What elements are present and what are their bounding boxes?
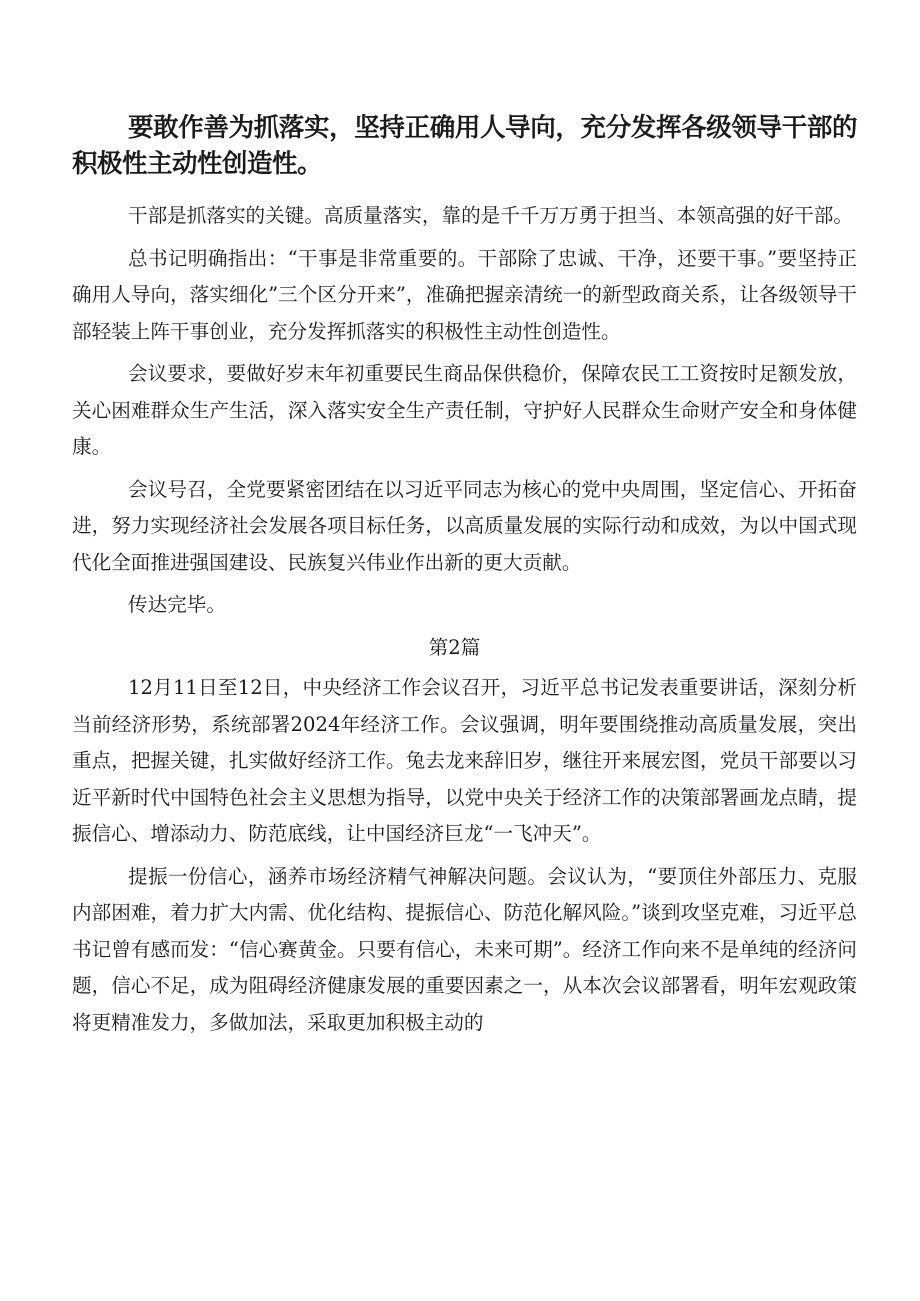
paragraph: 会议要求，要做好岁末年初重要民生商品保供稳价，保障农民工工资按时足额发放，关心困难群众生产生活，深入落实安全生产责任制，守护好人民群众生命财产安全和身体健康。 (72, 362, 857, 458)
paragraph: 12月11日至12日，中央经济工作会议召开，习近平总书记发表重要讲话，深刻分析当前经济形势，系统部署2024年经济工作。会议强调，明年要围绕推动高质量发展，突出重点，把握关键，扎实做好经济工作。兔去龙来辞旧岁，继往开来展宏图，党员干部要以习近平新时代中国特色社会主义思想为指导，以党中央关于经济工作的决策部署画龙点睛，提振信心、增添动力、防范底线，让中国经济巨龙“一飞冲天”。 (72, 676, 857, 845)
paragraph: 传达完毕。 (128, 593, 226, 616)
document-heading: 要敢作善为抓落实，坚持正确用人导向，充分发挥各级领导干部的积极性主动性创造性。 (72, 113, 857, 179)
paragraph: 提振一份信心，涵养市场经济精气神解决问题。会议认为，“要顶住外部压力、克服内部困难，着力扩大内需、优化结构、提振信心、防范化解风险。”谈到攻坚克难，习近平总书记曾有感而发：“信心赛黄金。只要有信心，未来可期”。经济工作向来不是单纯的经济问题，信心不足，成为阻碍经济健康发展的重要因素之一，从本次会议部署看，明年宏观政策将更精准发力，多做加法，采取更加积极主动的 (72, 864, 857, 1034)
paragraph: 总书记明确指出：“干事是非常重要的。干部除了忠诚、干净，还要干事。”要坚持正确用人导向，落实细化”三个区分开来”，准确把握亲清统一的新型政商关系，让各级领导干部轻装上阵干事创业，充分发挥抓落实的积极性主动性创造性。 (72, 246, 857, 343)
paragraph: 干部是抓落实的关键。高质量落实，靠的是千千万万勇于担当、本领高强的好干部。 (128, 204, 853, 227)
paragraph: 会议号召，全党要紧密团结在以习近平同志为核心的党中央周围，坚定信心、开拓奋进，努力实现经济社会发展各项目标任务，以高质量发展的实际行动和成效，为以中国式现代化全面推进强国建设、民族复兴伟业作出新的更大贡献。 (72, 477, 857, 574)
section-title: 第2篇 (428, 635, 481, 659)
document-page (72, 110, 857, 1047)
